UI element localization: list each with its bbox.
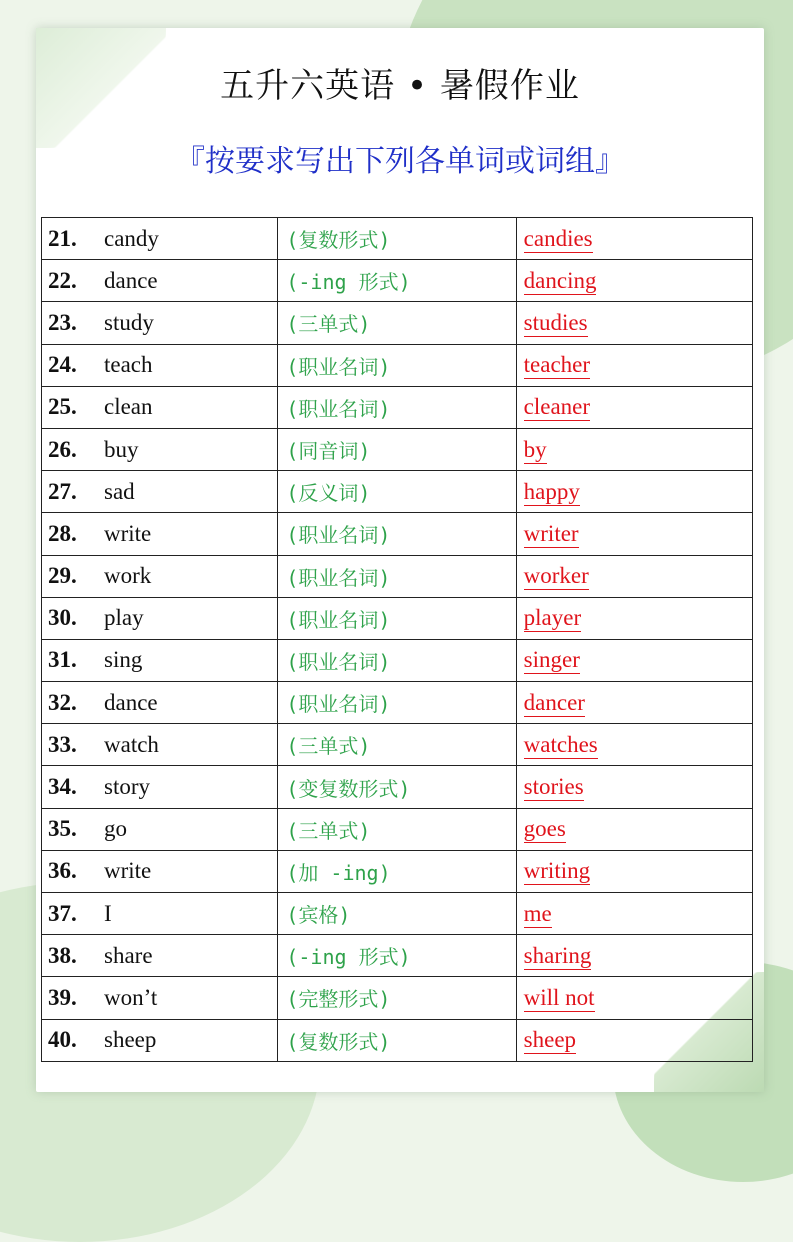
item-number: 25. [48, 394, 77, 420]
source-word: sad [104, 478, 135, 504]
source-word: won’t [104, 984, 158, 1010]
item-number: 28. [48, 520, 77, 546]
item-number: 37. [48, 900, 77, 926]
answer-cell [516, 893, 752, 935]
answer-text: writing [523, 858, 591, 884]
answer-cell [516, 471, 752, 513]
item-number: 23. [48, 309, 77, 335]
answer-text: candies [523, 225, 593, 251]
instruction-heading: 『按要求写出下列各单词或词组』 [175, 144, 625, 179]
requirement-hint: (职业名词) [278, 513, 516, 555]
item-number: 26. [48, 436, 77, 462]
table-row [42, 513, 753, 555]
source-word: write [104, 858, 152, 884]
answer-text: will not [523, 984, 595, 1010]
answer-text: stories [523, 774, 584, 800]
answer-text: cleaner [523, 394, 591, 420]
requirement-hint: (宾格) [278, 893, 516, 935]
requirement-hint: (职业名词) [278, 344, 516, 386]
answer-text: dancer [523, 689, 585, 715]
answer-text: sharing [523, 942, 592, 968]
word-cell [42, 597, 278, 639]
table-row [42, 977, 753, 1019]
table-row [42, 302, 753, 344]
table-row [42, 766, 753, 808]
requirement-hint: (复数形式) [278, 1019, 516, 1061]
answer-text: dancing [523, 267, 597, 293]
word-exercise-table-body [42, 218, 753, 1062]
table-row [42, 724, 753, 766]
word-cell [42, 893, 278, 935]
answer-text: watches [523, 731, 598, 757]
word-cell [42, 935, 278, 977]
table-row [42, 893, 753, 935]
word-cell [42, 471, 278, 513]
requirement-hint: (加 -ing) [278, 850, 516, 892]
answer-cell [516, 428, 752, 470]
word-cell [42, 555, 278, 597]
requirement-hint: (三单式) [278, 724, 516, 766]
table-row [42, 1019, 753, 1061]
answer-cell [516, 513, 752, 555]
word-cell [42, 977, 278, 1019]
source-word: candy [104, 225, 159, 251]
answer-cell [516, 1019, 752, 1061]
word-exercise-table [41, 217, 753, 1062]
answer-text: worker [523, 563, 589, 589]
answer-cell [516, 218, 752, 260]
table-row [42, 850, 753, 892]
requirement-hint: (职业名词) [278, 597, 516, 639]
table-row [42, 682, 753, 724]
answer-cell [516, 766, 752, 808]
word-cell [42, 1019, 278, 1061]
answer-cell [516, 386, 752, 428]
table-row [42, 260, 753, 302]
table-row [42, 218, 753, 260]
word-cell [42, 260, 278, 302]
answer-text: by [523, 436, 547, 462]
source-word: I [104, 900, 112, 926]
item-number: 22. [48, 267, 77, 293]
item-number: 24. [48, 352, 77, 378]
word-cell [42, 639, 278, 681]
answer-cell [516, 639, 752, 681]
source-word: work [104, 563, 152, 589]
answer-cell [516, 808, 752, 850]
source-word: sing [104, 647, 143, 673]
item-number: 31. [48, 647, 77, 673]
item-number: 32. [48, 689, 77, 715]
source-word: story [104, 774, 150, 800]
item-number: 30. [48, 605, 77, 631]
answer-text: goes [523, 816, 566, 842]
word-cell [42, 302, 278, 344]
answer-cell [516, 302, 752, 344]
source-word: clean [104, 394, 153, 420]
item-number: 27. [48, 478, 77, 504]
requirement-hint: (职业名词) [278, 555, 516, 597]
source-word: sheep [104, 1027, 157, 1053]
requirement-hint: (三单式) [278, 302, 516, 344]
table-row [42, 808, 753, 850]
requirement-hint: (变复数形式) [278, 766, 516, 808]
source-word: watch [104, 731, 159, 757]
answer-cell [516, 724, 752, 766]
table-row [42, 639, 753, 681]
answer-cell [516, 597, 752, 639]
table-row [42, 555, 753, 597]
page-title: 五升六英语 • 暑假作业 [220, 66, 580, 106]
word-cell [42, 513, 278, 555]
answer-text: writer [523, 520, 579, 546]
item-number: 29. [48, 563, 77, 589]
answer-text: sheep [523, 1027, 577, 1053]
requirement-hint: (完整形式) [278, 977, 516, 1019]
source-word: study [104, 309, 154, 335]
requirement-hint: (职业名词) [278, 682, 516, 724]
word-cell [42, 724, 278, 766]
item-number: 21. [48, 225, 77, 251]
requirement-hint: (三单式) [278, 808, 516, 850]
word-cell [42, 682, 278, 724]
table-row [42, 344, 753, 386]
word-cell [42, 428, 278, 470]
item-number: 35. [48, 816, 77, 842]
source-word: write [104, 520, 152, 546]
source-word: dance [104, 267, 158, 293]
source-word: dance [104, 689, 158, 715]
item-number: 38. [48, 942, 77, 968]
source-word: share [104, 942, 153, 968]
answer-text: me [523, 900, 552, 926]
item-number: 33. [48, 731, 77, 757]
item-number: 36. [48, 858, 77, 884]
requirement-hint: (职业名词) [278, 386, 516, 428]
answer-text: player [523, 605, 582, 631]
table-row [42, 935, 753, 977]
word-cell [42, 344, 278, 386]
word-cell [42, 850, 278, 892]
answer-cell [516, 555, 752, 597]
word-cell [42, 808, 278, 850]
answer-cell [516, 935, 752, 977]
word-cell [42, 766, 278, 808]
source-word: buy [104, 436, 139, 462]
answer-cell [516, 977, 752, 1019]
requirement-hint: (复数形式) [278, 218, 516, 260]
requirement-hint: (-ing 形式) [278, 935, 516, 977]
requirement-hint: (反义词) [278, 471, 516, 513]
table-row [42, 428, 753, 470]
answer-cell [516, 682, 752, 724]
answer-text: happy [523, 478, 580, 504]
requirement-hint: (职业名词) [278, 639, 516, 681]
source-word: go [104, 816, 127, 842]
source-word: teach [104, 352, 153, 378]
item-number: 39. [48, 984, 77, 1010]
source-word: play [104, 605, 144, 631]
table-row [42, 597, 753, 639]
answer-text: teacher [523, 352, 591, 378]
requirement-hint: (同音词) [278, 428, 516, 470]
requirement-hint: (-ing 形式) [278, 260, 516, 302]
table-row [42, 386, 753, 428]
answer-cell [516, 850, 752, 892]
word-cell [42, 218, 278, 260]
answer-text: singer [523, 647, 580, 673]
word-cell [42, 386, 278, 428]
table-row [42, 471, 753, 513]
item-number: 40. [48, 1027, 77, 1053]
answer-text: studies [523, 309, 588, 335]
answer-cell [516, 260, 752, 302]
item-number: 34. [48, 774, 77, 800]
answer-cell [516, 344, 752, 386]
